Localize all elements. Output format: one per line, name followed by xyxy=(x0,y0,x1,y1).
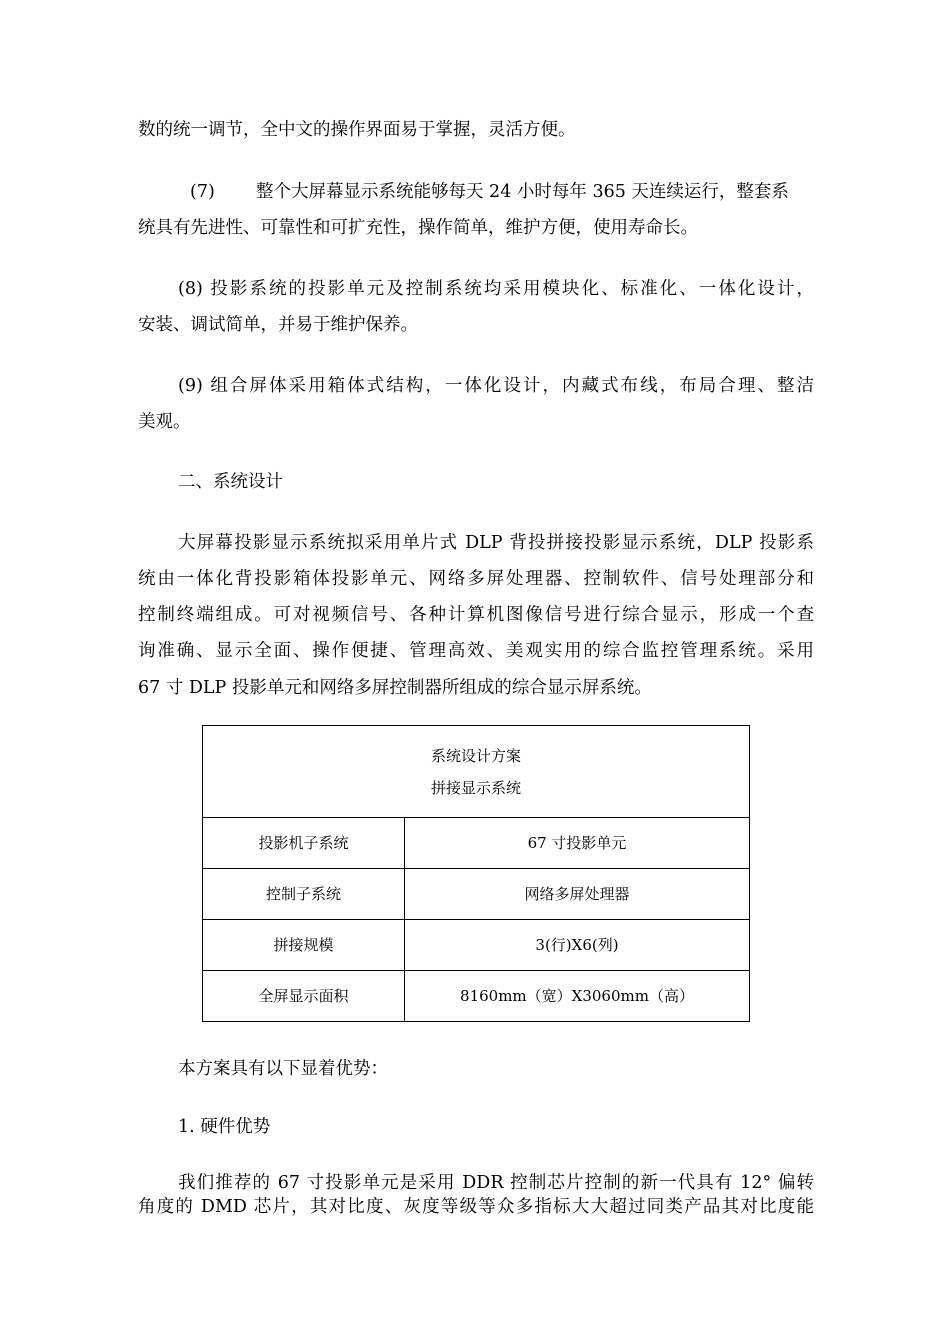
section-heading: 二、系统设计 xyxy=(178,472,283,492)
paragraph-line: 控制终端组成。可对视频信号、各种计算机图像信号进行综合显示，形成一个查 xyxy=(138,605,814,625)
system-design-table xyxy=(202,725,750,1022)
paragraph-line: 统具有先进性、可靠性和可扩充性，操作简单，维护方便，使用寿命长。 xyxy=(138,218,698,238)
list-item-7 xyxy=(190,180,814,204)
table-cell-label: 控制子系统 xyxy=(203,869,405,920)
table-cell-value: 3(行)X6(列) xyxy=(405,920,750,971)
table-cell-label: 全屏显示面积 xyxy=(203,971,405,1022)
table-cell-label: 拼接规模 xyxy=(203,920,405,971)
paragraph-line: 统由一体化背投影箱体投影单元、网络多屏处理器、控制软件、信号处理部分和 xyxy=(138,569,814,589)
paragraph-line: (8) 投影系统的投影单元及控制系统均采用模块化、标准化、一体化设计， xyxy=(178,279,814,299)
table-subtitle: 拼接显示系统 xyxy=(430,778,521,797)
list-number: (7) xyxy=(190,182,215,202)
table-row xyxy=(203,869,750,920)
paragraph-line: 67 寸 DLP 投影单元和网络多屏控制器所组成的综合显示屏系统。 xyxy=(138,678,652,698)
subsection-heading: 1. 硬件优势 xyxy=(178,1117,271,1137)
paragraph-line: 角度的 DMD 芯片，其对比度、灰度等级等众多指标大大超过同类产品其对比度能 xyxy=(138,1197,814,1217)
table-cell-value: 67 寸投影单元 xyxy=(405,818,750,869)
paragraph-line: 询准确、显示全面、操作便捷、管理高效、美观实用的综合监控管理系统。采用 xyxy=(138,641,814,661)
table-row xyxy=(203,971,750,1022)
table-title: 系统设计方案 xyxy=(430,746,521,765)
paragraph-line: 整个大屏幕显示系统能够每天 24 小时每年 365 天连续运行，整套系 xyxy=(256,182,789,202)
paragraph-line: 安装、调试简单，并易于维护保养。 xyxy=(138,315,418,335)
paragraph-line: 我们推荐的 67 寸投影单元是采用 DDR 控制芯片控制的新一代具有 12° 偏转 xyxy=(178,1173,814,1193)
table-cell-value: 网络多屏处理器 xyxy=(405,869,750,920)
paragraph-line: 数的统一调节，全中文的操作界面易于掌握，灵活方便。 xyxy=(138,120,576,140)
table-cell-value: 8160mm（宽）X3060mm（高） xyxy=(405,971,750,1022)
table-title-cell xyxy=(203,726,750,818)
table-row xyxy=(203,920,750,971)
paragraph-line: 美观。 xyxy=(138,412,191,432)
table-cell-label: 投影机子系统 xyxy=(203,818,405,869)
paragraph-line: (9) 组合屏体采用箱体式结构，一体化设计，内藏式布线，布局合理、整洁 xyxy=(178,376,814,396)
paragraph-line: 本方案具有以下显着优势： xyxy=(178,1059,388,1079)
paragraph-line: 大屏幕投影显示系统拟采用单片式 DLP 背投拼接投影显示系统，DLP 投影系 xyxy=(178,533,814,553)
table-row xyxy=(203,818,750,869)
